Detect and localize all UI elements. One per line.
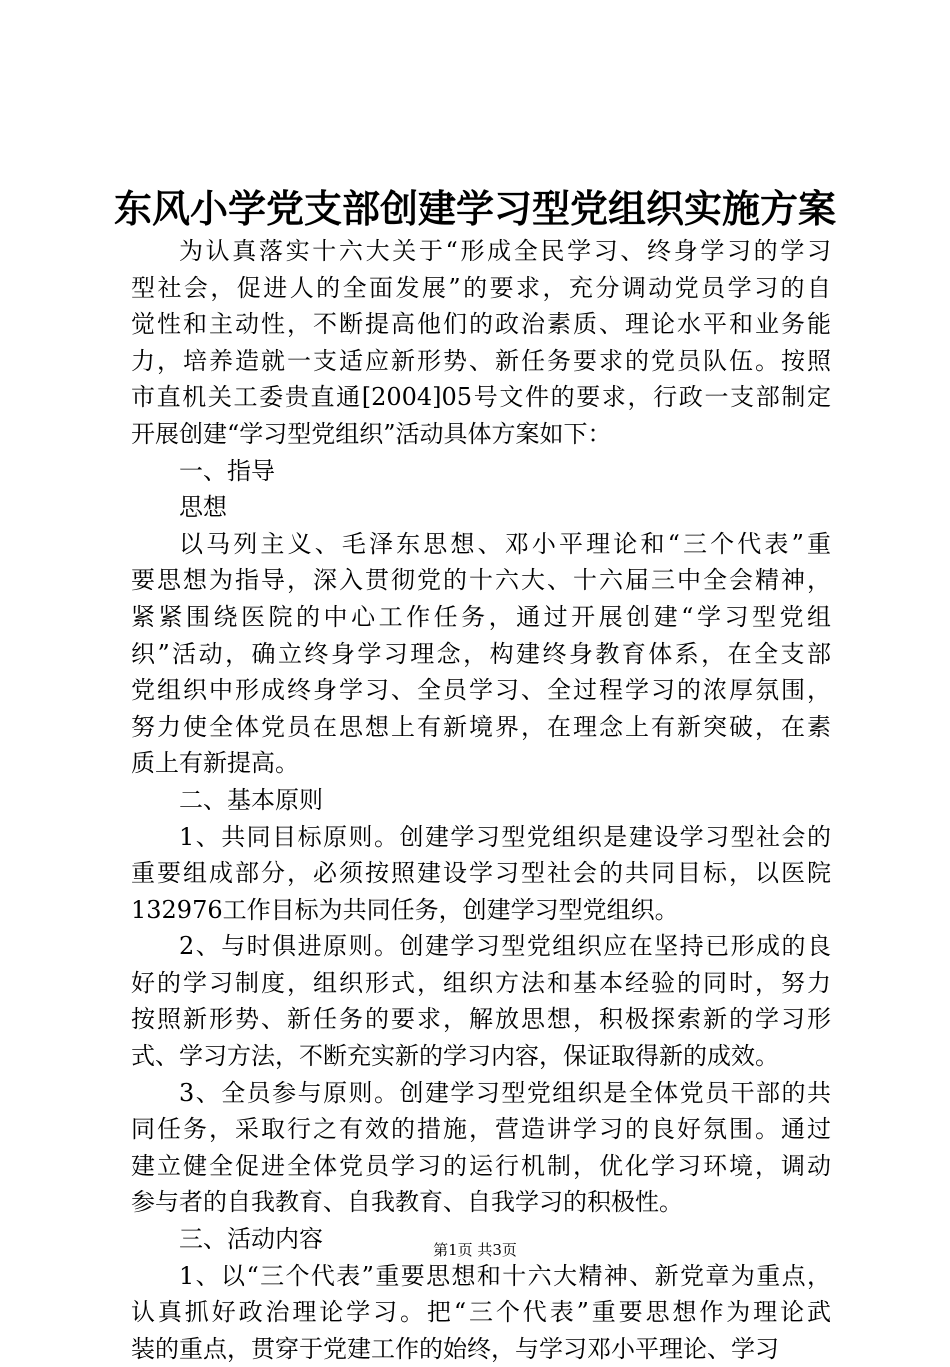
paragraph-line: 3、全员参与原则。创建学习型党组织是全体党员干部的共: [179, 1078, 831, 1107]
paragraph-line: 型社会，促进人的全面发展”的要求，充分调动党员学习的自: [131, 273, 831, 302]
paragraph-line: 要思想为指导，深入贯彻党的十六大、十六届三中全会精神，: [131, 566, 831, 595]
paragraph-line: 同任务，采取行之有效的措施，营造讲学习的良好氛围。通过: [131, 1115, 831, 1144]
paragraph-line: 党组织中形成终身学习、全员学习、全过程学习的浓厚氛围，: [131, 676, 831, 705]
paragraph-line: 思想: [179, 493, 227, 522]
paragraph-line: 开展创建“学习型党组织”活动具体方案如下：: [131, 419, 612, 448]
paragraph: [131, 1075, 831, 1221]
paragraph-line: 力，培养造就一支适应新形势、新任务要求的党员队伍。按照: [131, 346, 831, 375]
page-footer: 第1页 共3页: [433, 1241, 517, 1259]
paragraph: [131, 782, 831, 819]
paragraph-line: 质上有新提高。: [131, 749, 299, 778]
paragraph-line: 参与者的自我教育、自我教育、自我学习的积极性。: [131, 1188, 683, 1217]
paragraph-line: 1、以“三个代表”重要思想和十六大精神、新党章为重点，: [179, 1261, 831, 1290]
paragraph-line: 二、基本原则: [179, 785, 323, 814]
paragraph: [131, 1258, 831, 1367]
paragraph-line: 以马列主义、毛泽东思想、邓小平理论和“三个代表”重: [179, 529, 831, 558]
paragraph: [131, 233, 831, 453]
paragraph-line: 好的学习制度，组织形式，组织方法和基本经验的同时，努力: [131, 968, 831, 997]
paragraph-line: 三、活动内容: [179, 1225, 323, 1254]
paragraph-line: 紧紧围绕医院的中心工作任务，通过开展创建“学习型党组: [131, 602, 831, 631]
paragraph-line: 织”活动，确立终身学习理念，构建终身教育体系，在全支部: [131, 639, 831, 668]
paragraph: [131, 819, 831, 929]
paragraph-line: 一、指导: [179, 456, 275, 485]
paragraph: [131, 453, 831, 490]
paragraph: [131, 489, 831, 526]
paragraph-line: 2、与时俱进原则。创建学习型党组织应在坚持已形成的良: [179, 932, 831, 961]
paragraph: [131, 928, 831, 1074]
paragraph-line: 觉性和主动性，不断提高他们的政治素质、理论水平和业务能: [131, 310, 831, 339]
paragraph-line: 按照新形势、新任务的要求，解放思想，积极探索新的学习形: [131, 1005, 831, 1034]
paragraph-line: 建立健全促进全体党员学习的运行机制，优化学习环境，调动: [131, 1151, 831, 1180]
paragraph-line: 认真抓好政治理论学习。把“三个代表”重要思想作为理论武: [131, 1298, 831, 1327]
paragraph-line: 市直机关工委贵直通[2004]05号文件的要求，行政一支部制定: [131, 383, 831, 412]
paragraph-line: 132976工作目标为共同任务，创建学习型党组织。: [131, 895, 679, 924]
paragraph-line: 装的重点，贯穿于党建工作的始终，与学习邓小平理论、学习: [131, 1334, 779, 1363]
document-title: 东风小学党支部创建学习型党组织实施方案: [113, 186, 836, 231]
paragraph-line: 为认真落实十六大关于“形成全民学习、终身学习的学习: [179, 237, 831, 265]
document-body: [131, 233, 831, 1367]
paragraph-line: 1、共同目标原则。创建学习型党组织是建设学习型社会的: [179, 822, 831, 851]
paragraph-line: 重要组成部分，必须按照建设学习型社会的共同目标，以医院: [131, 859, 831, 888]
paragraph-line: 式、学习方法，不断充实新的学习内容，保证取得新的成效。: [131, 1042, 779, 1071]
paragraph-line: 努力使全体党员在思想上有新境界，在理念上有新突破，在素: [131, 712, 831, 741]
paragraph: [131, 526, 831, 782]
